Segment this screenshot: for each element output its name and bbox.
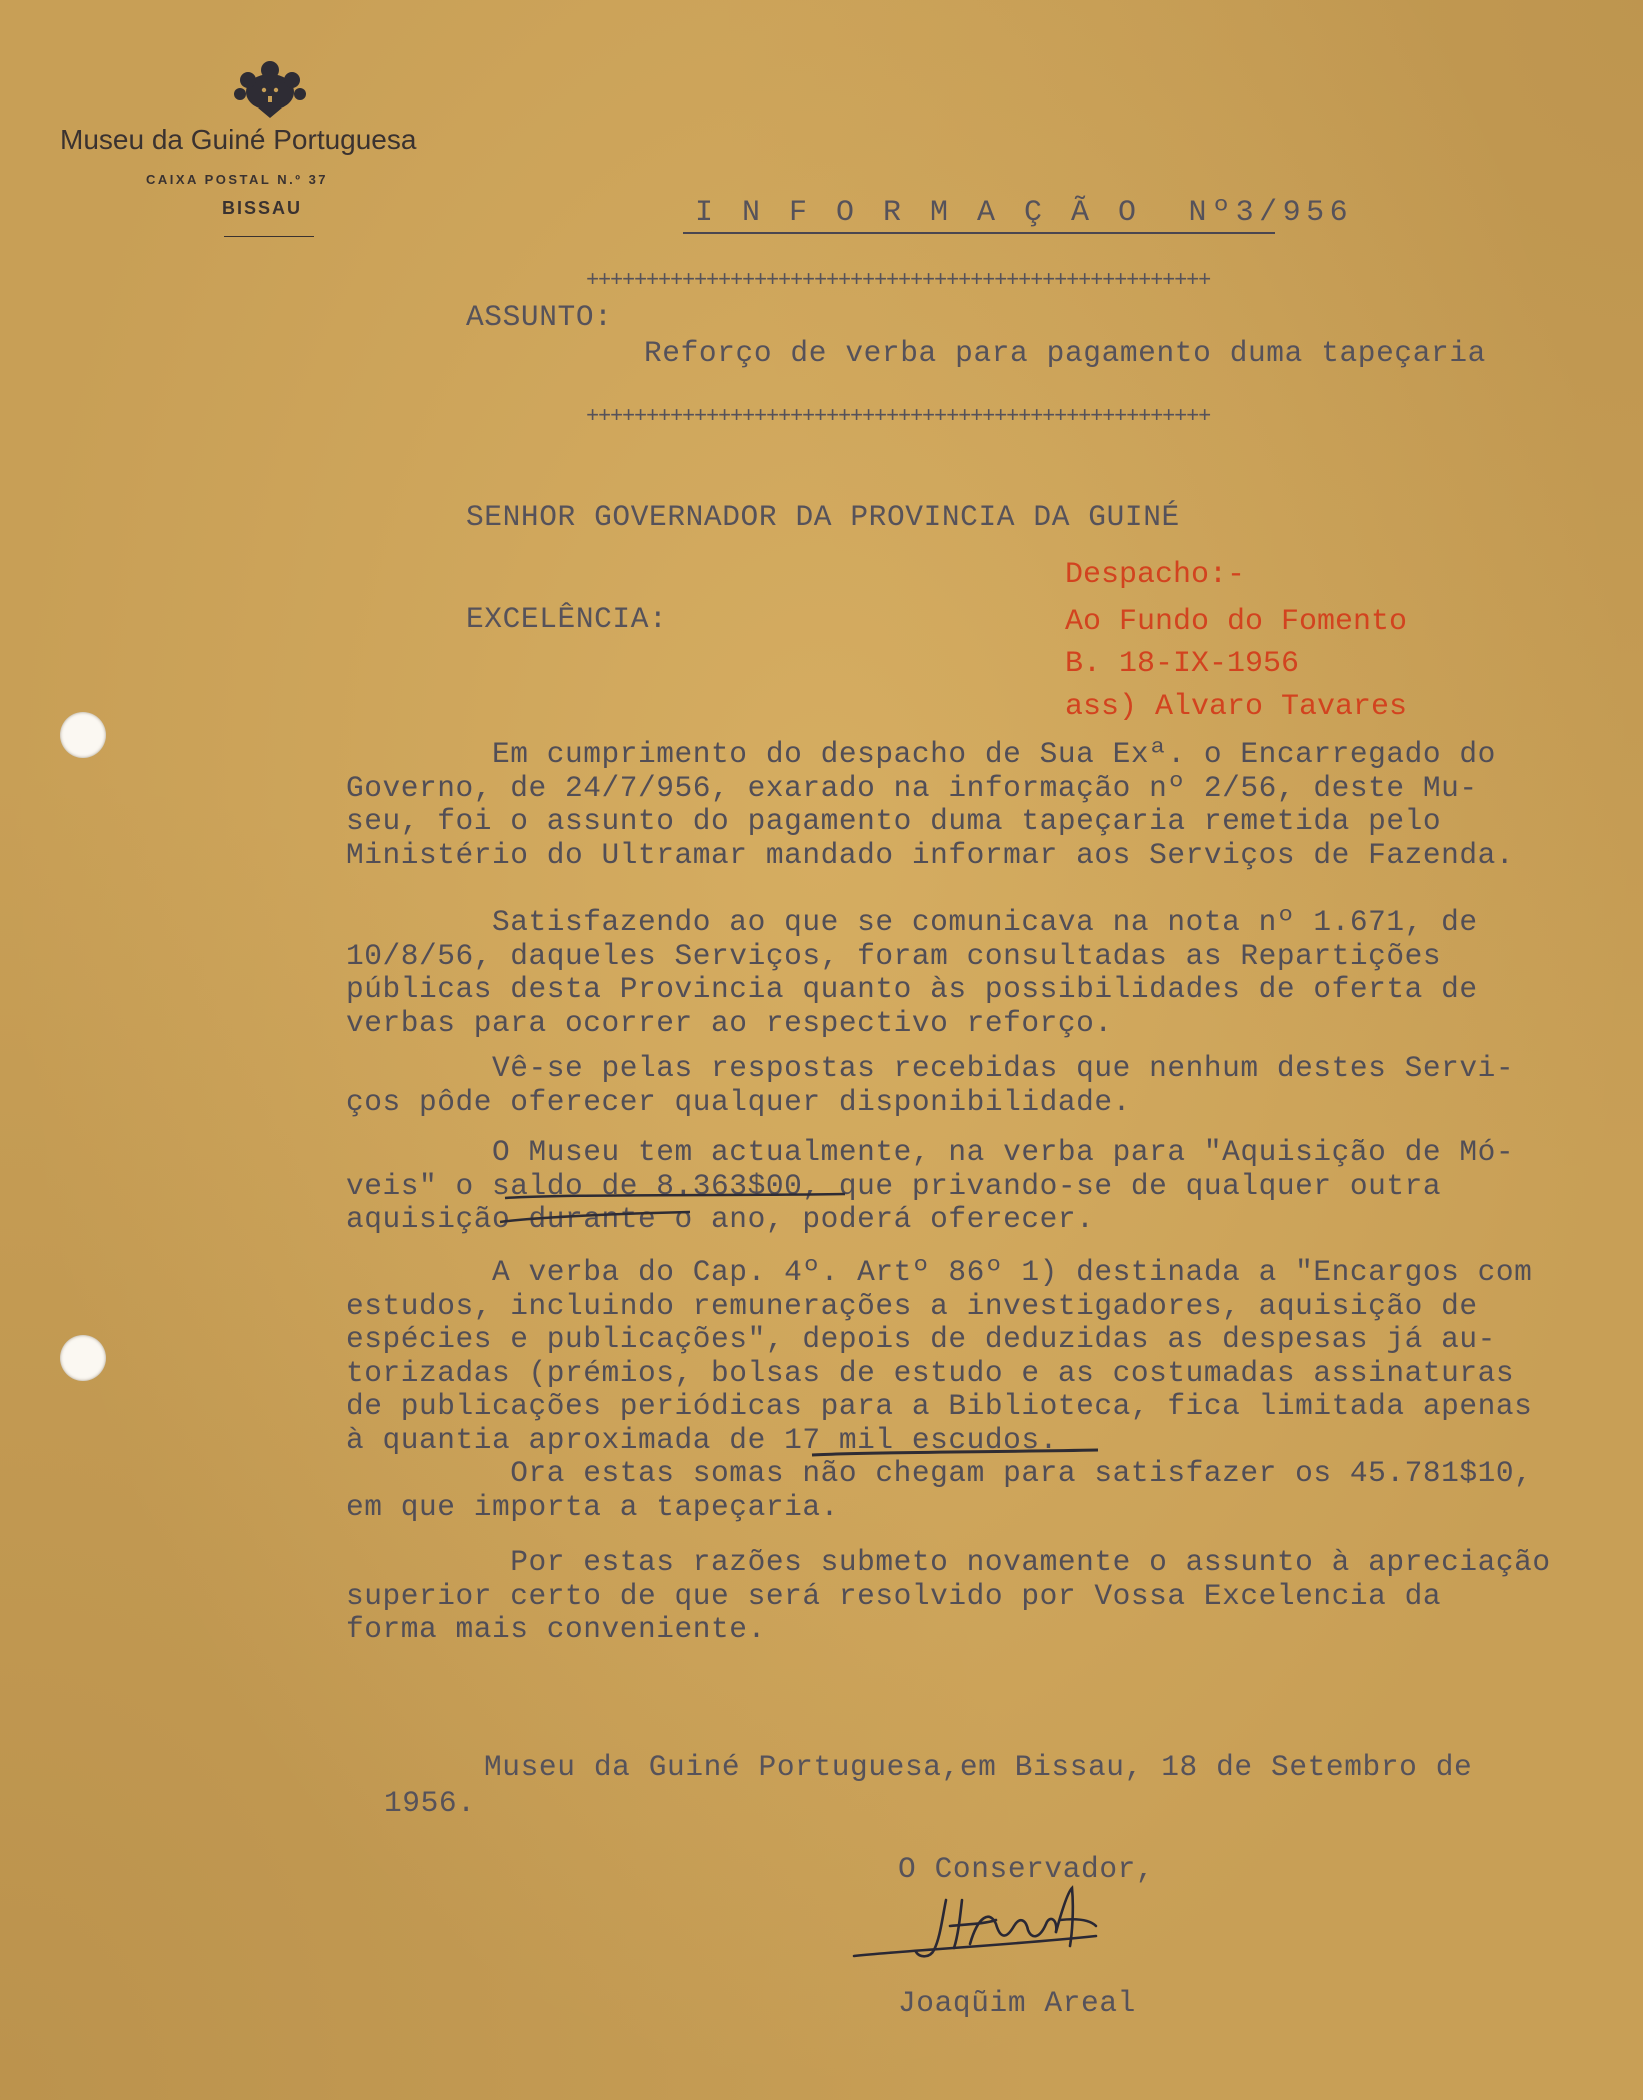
subject-text: Reforço de verba para pagamento duma tapeçaria bbox=[644, 336, 1486, 370]
despacho-label: Despacho:- bbox=[1065, 558, 1246, 592]
paragraph-line: seu, foi o assunto do pagamento duma tapeçaria remetida pelo bbox=[346, 804, 1442, 838]
paragraph-line: superior certo de que será resolvido por Vossa Excelencia da bbox=[346, 1578, 1442, 1613]
city: BISSAU bbox=[222, 198, 303, 218]
paragraph-line: ços pôde oferecer qualquer disponibilidade. bbox=[346, 1084, 1131, 1119]
signatory-name: Joaqũim Areal bbox=[898, 1986, 1136, 2020]
despacho-line-3: ass) Alvaro Tavares bbox=[1065, 690, 1408, 724]
paragraph-line: espécies e publicações", depois de deduzidas as despesas já au- bbox=[346, 1322, 1496, 1356]
paragraph-line: Ministério do Ultramar mandado informar aos Serviços de Fazenda. bbox=[346, 837, 1515, 872]
subject-label: ASSUNTO: bbox=[466, 300, 613, 334]
paragraph-line: públicas desta Provincia quanto às possibilidades de oferta de bbox=[346, 972, 1478, 1006]
paragraph-line: Vê-se pelas respostas recebidas que nenhum destes Servi- bbox=[346, 1051, 1515, 1085]
paragraph-line: estudos, incluindo remunerações a investigadores, aquisição de bbox=[346, 1288, 1478, 1323]
signatory-title: O Conservador, bbox=[898, 1852, 1155, 1886]
despacho-line-1: Ao Fundo do Fomento bbox=[1065, 605, 1408, 639]
salutation: EXCELÊNCIA: bbox=[466, 602, 668, 636]
paragraph-line: 10/8/56, daqueles Serviços, foram consultadas as Repartições bbox=[346, 938, 1442, 973]
place-date-line-2: 1956. bbox=[384, 1786, 476, 1820]
paragraph-line: Satisfazendo ao que se comunicava na nota nº 1.671, de bbox=[346, 905, 1478, 939]
paragraph-line: à quantia aproximada de 17 mil escudos. bbox=[346, 1422, 1058, 1457]
separator-top: ++++++++++++++++++++++++++++++++++++++++++++++++++++ bbox=[586, 268, 1211, 293]
paragraph-line: Em cumprimento do despacho de Sua Exª. o Encarregado do bbox=[346, 737, 1496, 771]
addressee: SENHOR GOVERNADOR DA PROVINCIA DA GUINÉ bbox=[466, 500, 1180, 534]
paragraph-line: verbas para ocorrer ao respectivo reforço. bbox=[346, 1005, 1113, 1040]
paragraph-line: em que importa a tapeçaria. bbox=[346, 1489, 839, 1524]
paragraph-line: de publicações periódicas para a Biblioteca, fica limitada apenas bbox=[346, 1389, 1533, 1423]
postal-box: CAIXA POSTAL N.º 37 bbox=[146, 172, 329, 187]
paragraph-line: A verba do Cap. 4º. Artº 86º 1) destinada a "Encargos com bbox=[346, 1255, 1533, 1289]
paragraph-line: Por estas razões submeto novamente o assunto à apreciação bbox=[346, 1545, 1551, 1579]
paragraph-line: Governo, de 24/7/956, exarado na informação nº 2/56, deste Mu- bbox=[346, 770, 1478, 805]
museum-name: Museu da Guiné Portuguesa bbox=[60, 124, 417, 155]
despacho-line-2: B. 18-IX-1956 bbox=[1065, 647, 1300, 681]
handwritten-signature bbox=[850, 1880, 1130, 1970]
paragraph-line: aquisição durante o ano, poderá oferecer. bbox=[346, 1202, 1095, 1236]
paragraph-line: Ora estas somas não chegam para satisfazer os 45.781$10, bbox=[346, 1456, 1533, 1490]
paragraph-line: torizadas (prémios, bolsas de estudo e as costumadas assinaturas bbox=[346, 1355, 1515, 1390]
document-heading: I N F O R M A Ç Ã O Nº3/956 bbox=[695, 196, 1354, 230]
place-date-line-1: Museu da Guiné Portuguesa,em Bissau, 18 de Setembro de bbox=[484, 1750, 1473, 1784]
paragraph-line: forma mais conveniente. bbox=[346, 1612, 766, 1646]
separator-bottom: ++++++++++++++++++++++++++++++++++++++++++++++++++++ bbox=[586, 404, 1211, 429]
paragraph-line: veis" o saldo de 8.363$00, que privando-se de qualquer outra bbox=[346, 1168, 1442, 1203]
paragraph-line: O Museu tem actualmente, na verba para "Aquisição de Mó- bbox=[346, 1135, 1515, 1169]
